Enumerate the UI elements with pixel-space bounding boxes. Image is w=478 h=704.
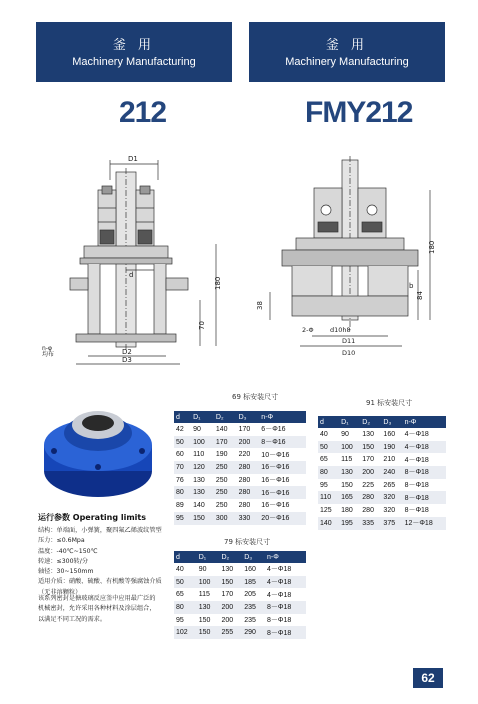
- table-cell: 265: [383, 481, 396, 489]
- table-cell: 150: [197, 626, 220, 639]
- dim-r-b: b: [409, 282, 414, 290]
- dim-n-even: 均布: [42, 351, 55, 358]
- table79-header: [174, 551, 306, 563]
- table-cell: 140: [193, 501, 205, 509]
- table-cell: 4－Φ18: [267, 591, 292, 599]
- text-line: 压力：≤0.6Mpa: [38, 537, 85, 545]
- table-cell: 280: [237, 486, 260, 499]
- table-cell: 16－Φ16: [261, 477, 290, 485]
- table-cell: 60: [176, 451, 184, 459]
- table-cell: 280: [237, 461, 260, 474]
- table-cell: 16－Φ16: [261, 502, 290, 510]
- table-cell: 4－Φ18: [265, 576, 306, 589]
- dim-r-h38: 38: [256, 301, 264, 310]
- table-cell: 80: [174, 601, 197, 614]
- table-cell: 205: [244, 591, 256, 599]
- table-cell: 6－Φ16: [261, 426, 286, 434]
- table-cell: 115: [198, 591, 210, 599]
- table-cell: 150: [191, 512, 214, 525]
- dim-d1: D1: [128, 155, 138, 163]
- table91-caption: 91 标安装尺寸: [366, 399, 413, 407]
- table-cell: 110: [318, 491, 339, 504]
- table-cell: 170: [238, 425, 251, 433]
- dim-d3: D3: [122, 356, 132, 364]
- col-d1: D₁: [191, 411, 214, 423]
- text-line: 轴径：30~150mm: [38, 568, 94, 576]
- table-cell: 100: [197, 576, 220, 589]
- col-d2: D₂: [214, 411, 237, 423]
- table-cell: 4－Φ18: [267, 566, 292, 574]
- table-cell: 90: [198, 565, 207, 573]
- table-cell: 10－Φ16: [261, 451, 290, 459]
- table-cell: 320: [381, 491, 402, 504]
- table69-header: [174, 411, 306, 423]
- table-cell: 115: [341, 456, 353, 464]
- table-cell: 8－Φ18: [403, 466, 446, 479]
- table91: [318, 416, 446, 530]
- table-cell: 130: [197, 601, 220, 614]
- seal-fmy212-drawing: [252, 150, 452, 375]
- table-cell: 120: [191, 461, 214, 474]
- table-cell: 8－Φ18: [404, 482, 429, 490]
- table-cell: 50: [174, 576, 197, 589]
- dim-r-d10: D10: [342, 349, 356, 357]
- col-nphi: n-Φ: [403, 416, 446, 428]
- table-cell: 80: [174, 486, 191, 499]
- table-cell: 16－Φ16: [259, 486, 306, 499]
- table-row: [174, 626, 306, 639]
- table-cell: 250: [215, 476, 228, 484]
- col-d2: D₂: [360, 416, 381, 428]
- description: [38, 594, 178, 625]
- table-cell: 290: [242, 626, 265, 639]
- text-line: 以满足不同工况的需求。: [38, 615, 107, 623]
- table-cell: 335: [360, 517, 381, 530]
- table-cell: 165: [339, 491, 360, 504]
- table-row: [174, 614, 306, 627]
- dim-d: d: [129, 271, 134, 279]
- table-cell: 280: [238, 476, 251, 484]
- table-row: [174, 588, 306, 601]
- table-cell: 42: [176, 425, 184, 433]
- table-cell: 150: [220, 576, 243, 589]
- table-row: [318, 453, 446, 466]
- dim-r-d11: D11: [342, 337, 356, 345]
- table-cell: 140: [318, 517, 339, 530]
- table-row: [174, 436, 306, 449]
- table-cell: 110: [193, 451, 205, 459]
- table-cell: 4－Φ18: [403, 441, 446, 454]
- table-cell: 250: [214, 461, 237, 474]
- table-cell: 225: [362, 481, 374, 489]
- table-cell: 250: [215, 501, 228, 509]
- table-cell: 125: [320, 506, 332, 514]
- table-cell: 65: [176, 591, 184, 599]
- table-cell: 8－Φ18: [265, 601, 306, 614]
- table-cell: 200: [360, 466, 381, 479]
- table-cell: 240: [381, 466, 402, 479]
- table-cell: 220: [238, 451, 251, 459]
- text-line: 机械密封，允许采用各种材料及涂层组合，: [38, 605, 156, 613]
- table-cell: 330: [237, 512, 260, 525]
- table-cell: 190: [381, 441, 402, 454]
- table-cell: 150: [341, 481, 353, 489]
- table-cell: 40: [176, 565, 184, 573]
- table-cell: 20－Φ16: [259, 512, 306, 525]
- table-cell: 100: [191, 436, 214, 449]
- table-cell: 150: [360, 441, 381, 454]
- table-row: [318, 517, 446, 530]
- text-line: 适用介质：硝酸、硫酸、有机酸等强腐蚀介质: [38, 578, 162, 586]
- table-cell: 280: [360, 491, 381, 504]
- table-cell: 200: [221, 616, 234, 624]
- table-cell: 210: [383, 456, 396, 464]
- dim-r-d10h8: d10h8: [330, 326, 351, 334]
- col-d3: D₃: [237, 411, 260, 423]
- col-nphi: n-Φ: [265, 551, 306, 563]
- table-row: [174, 448, 306, 461]
- header-right-cn: 釜 用: [325, 38, 369, 53]
- table-cell: 80: [318, 466, 339, 479]
- table-cell: 95: [320, 481, 328, 489]
- header-left: [36, 22, 232, 82]
- model-left: 212: [119, 96, 167, 129]
- table-cell: 150: [198, 616, 211, 624]
- table-cell: 8－Φ18: [403, 491, 446, 504]
- table-cell: 16－Φ16: [259, 461, 306, 474]
- table-cell: 170: [221, 591, 234, 599]
- table-cell: 130: [221, 565, 234, 573]
- dim-r-h84: 84: [416, 291, 424, 300]
- table-cell: 50: [174, 436, 191, 449]
- table-cell: 95: [176, 616, 184, 624]
- table-cell: 40: [320, 430, 328, 438]
- col-d2: D₂: [220, 551, 243, 563]
- table-cell: 185: [242, 576, 265, 589]
- table-row: [174, 461, 306, 474]
- table69: [174, 411, 306, 525]
- dim-h180: 180: [214, 276, 222, 290]
- table-row: [174, 576, 306, 589]
- dim-r-h180: 180: [428, 240, 436, 254]
- table-cell: 8－Φ18: [404, 507, 429, 515]
- text-line: 结构：单端面，小弹簧，聚四氟乙烯波纹管型: [38, 527, 162, 534]
- table-cell: 90: [341, 430, 349, 438]
- text-line: （无非溶颗粒）: [38, 588, 82, 596]
- table-cell: 70: [174, 461, 191, 474]
- table-cell: 320: [383, 506, 396, 514]
- table-row: [318, 466, 446, 479]
- table-cell: 235: [242, 601, 265, 614]
- model-right: FMY212: [305, 96, 413, 129]
- text-line: 温度：-40℃~150℃: [38, 547, 98, 555]
- table-row: [174, 486, 306, 499]
- col-d1: D₁: [339, 416, 360, 428]
- table79: [174, 551, 306, 639]
- text-line: 该系列密封是搪玻璃反应釜中应用最广泛的: [38, 595, 156, 602]
- table79-caption: 79 标安装尺寸: [224, 538, 271, 546]
- table-cell: 130: [193, 476, 205, 484]
- table-row: [318, 479, 446, 492]
- dim-h70: 70: [198, 321, 206, 330]
- col-d: d: [174, 411, 191, 423]
- table-cell: 180: [341, 506, 353, 514]
- table-cell: 12－Φ18: [403, 517, 446, 530]
- table91-header: [318, 416, 446, 428]
- table-cell: 280: [362, 506, 374, 514]
- table-cell: 130: [362, 430, 374, 438]
- table-row: [318, 441, 446, 454]
- table-cell: 160: [383, 430, 396, 438]
- col-d1: D₁: [197, 551, 220, 563]
- page-number: 62: [413, 668, 443, 688]
- table-cell: 235: [244, 616, 256, 624]
- header-left-en: Machinery Manufacturing: [72, 56, 196, 68]
- seal-212-drawing: [40, 150, 240, 375]
- header-right-en: Machinery Manufacturing: [285, 56, 409, 68]
- table-cell: 65: [320, 456, 328, 464]
- text-line: 转速：≤300转/分: [38, 557, 89, 565]
- table-cell: 170: [362, 456, 374, 464]
- dim-d2: D2: [122, 348, 132, 356]
- table-cell: 102: [174, 626, 197, 639]
- header-left-cn: 釜 用: [112, 38, 156, 53]
- table69-caption: 69 标安装尺寸: [232, 393, 279, 401]
- table-cell: 160: [244, 565, 256, 573]
- table-cell: 170: [214, 436, 237, 449]
- operating-title: 运行参数 Operating limits: [38, 513, 147, 522]
- table-cell: 250: [214, 486, 237, 499]
- product-photo: [38, 393, 158, 503]
- col-d: d: [174, 551, 197, 563]
- table-cell: 130: [339, 466, 360, 479]
- table-row: [174, 423, 306, 436]
- table-cell: 195: [339, 517, 360, 530]
- table-row: [174, 601, 306, 614]
- table-cell: 4－Φ18: [404, 431, 429, 439]
- table-cell: 4－Φ18: [404, 456, 429, 464]
- table-cell: 140: [215, 425, 228, 433]
- table-cell: 300: [214, 512, 237, 525]
- table-row: [174, 563, 306, 576]
- table-row: [174, 474, 306, 487]
- header-right: [249, 22, 445, 82]
- table-cell: 8－Φ16: [259, 436, 306, 449]
- table-cell: 280: [238, 501, 251, 509]
- table-cell: 50: [318, 441, 339, 454]
- table-cell: 89: [176, 501, 184, 509]
- table-cell: 190: [215, 451, 228, 459]
- table-cell: 90: [193, 425, 201, 433]
- table-cell: 130: [191, 486, 214, 499]
- table-cell: 8－Φ18: [265, 626, 306, 639]
- table-cell: 200: [237, 436, 260, 449]
- table-row: [174, 499, 306, 512]
- col-d3: D₃: [381, 416, 402, 428]
- table-cell: 100: [339, 441, 360, 454]
- operating-lines: [38, 526, 178, 598]
- table-row: [318, 428, 446, 441]
- dim-n: n-φ: [42, 345, 52, 352]
- table-cell: 200: [220, 601, 243, 614]
- table-row: [174, 512, 306, 525]
- table-row: [318, 504, 446, 517]
- col-d3: D₃: [242, 551, 265, 563]
- table-cell: 375: [381, 517, 402, 530]
- table-row: [318, 491, 446, 504]
- table-cell: 255: [220, 626, 243, 639]
- dim-r-2phi: 2-Φ: [302, 326, 314, 334]
- table-cell: 95: [174, 512, 191, 525]
- table-cell: 76: [176, 476, 184, 484]
- table-cell: 8－Φ18: [267, 617, 292, 625]
- col-nphi: n-Φ: [259, 411, 306, 423]
- col-d: d: [318, 416, 339, 428]
